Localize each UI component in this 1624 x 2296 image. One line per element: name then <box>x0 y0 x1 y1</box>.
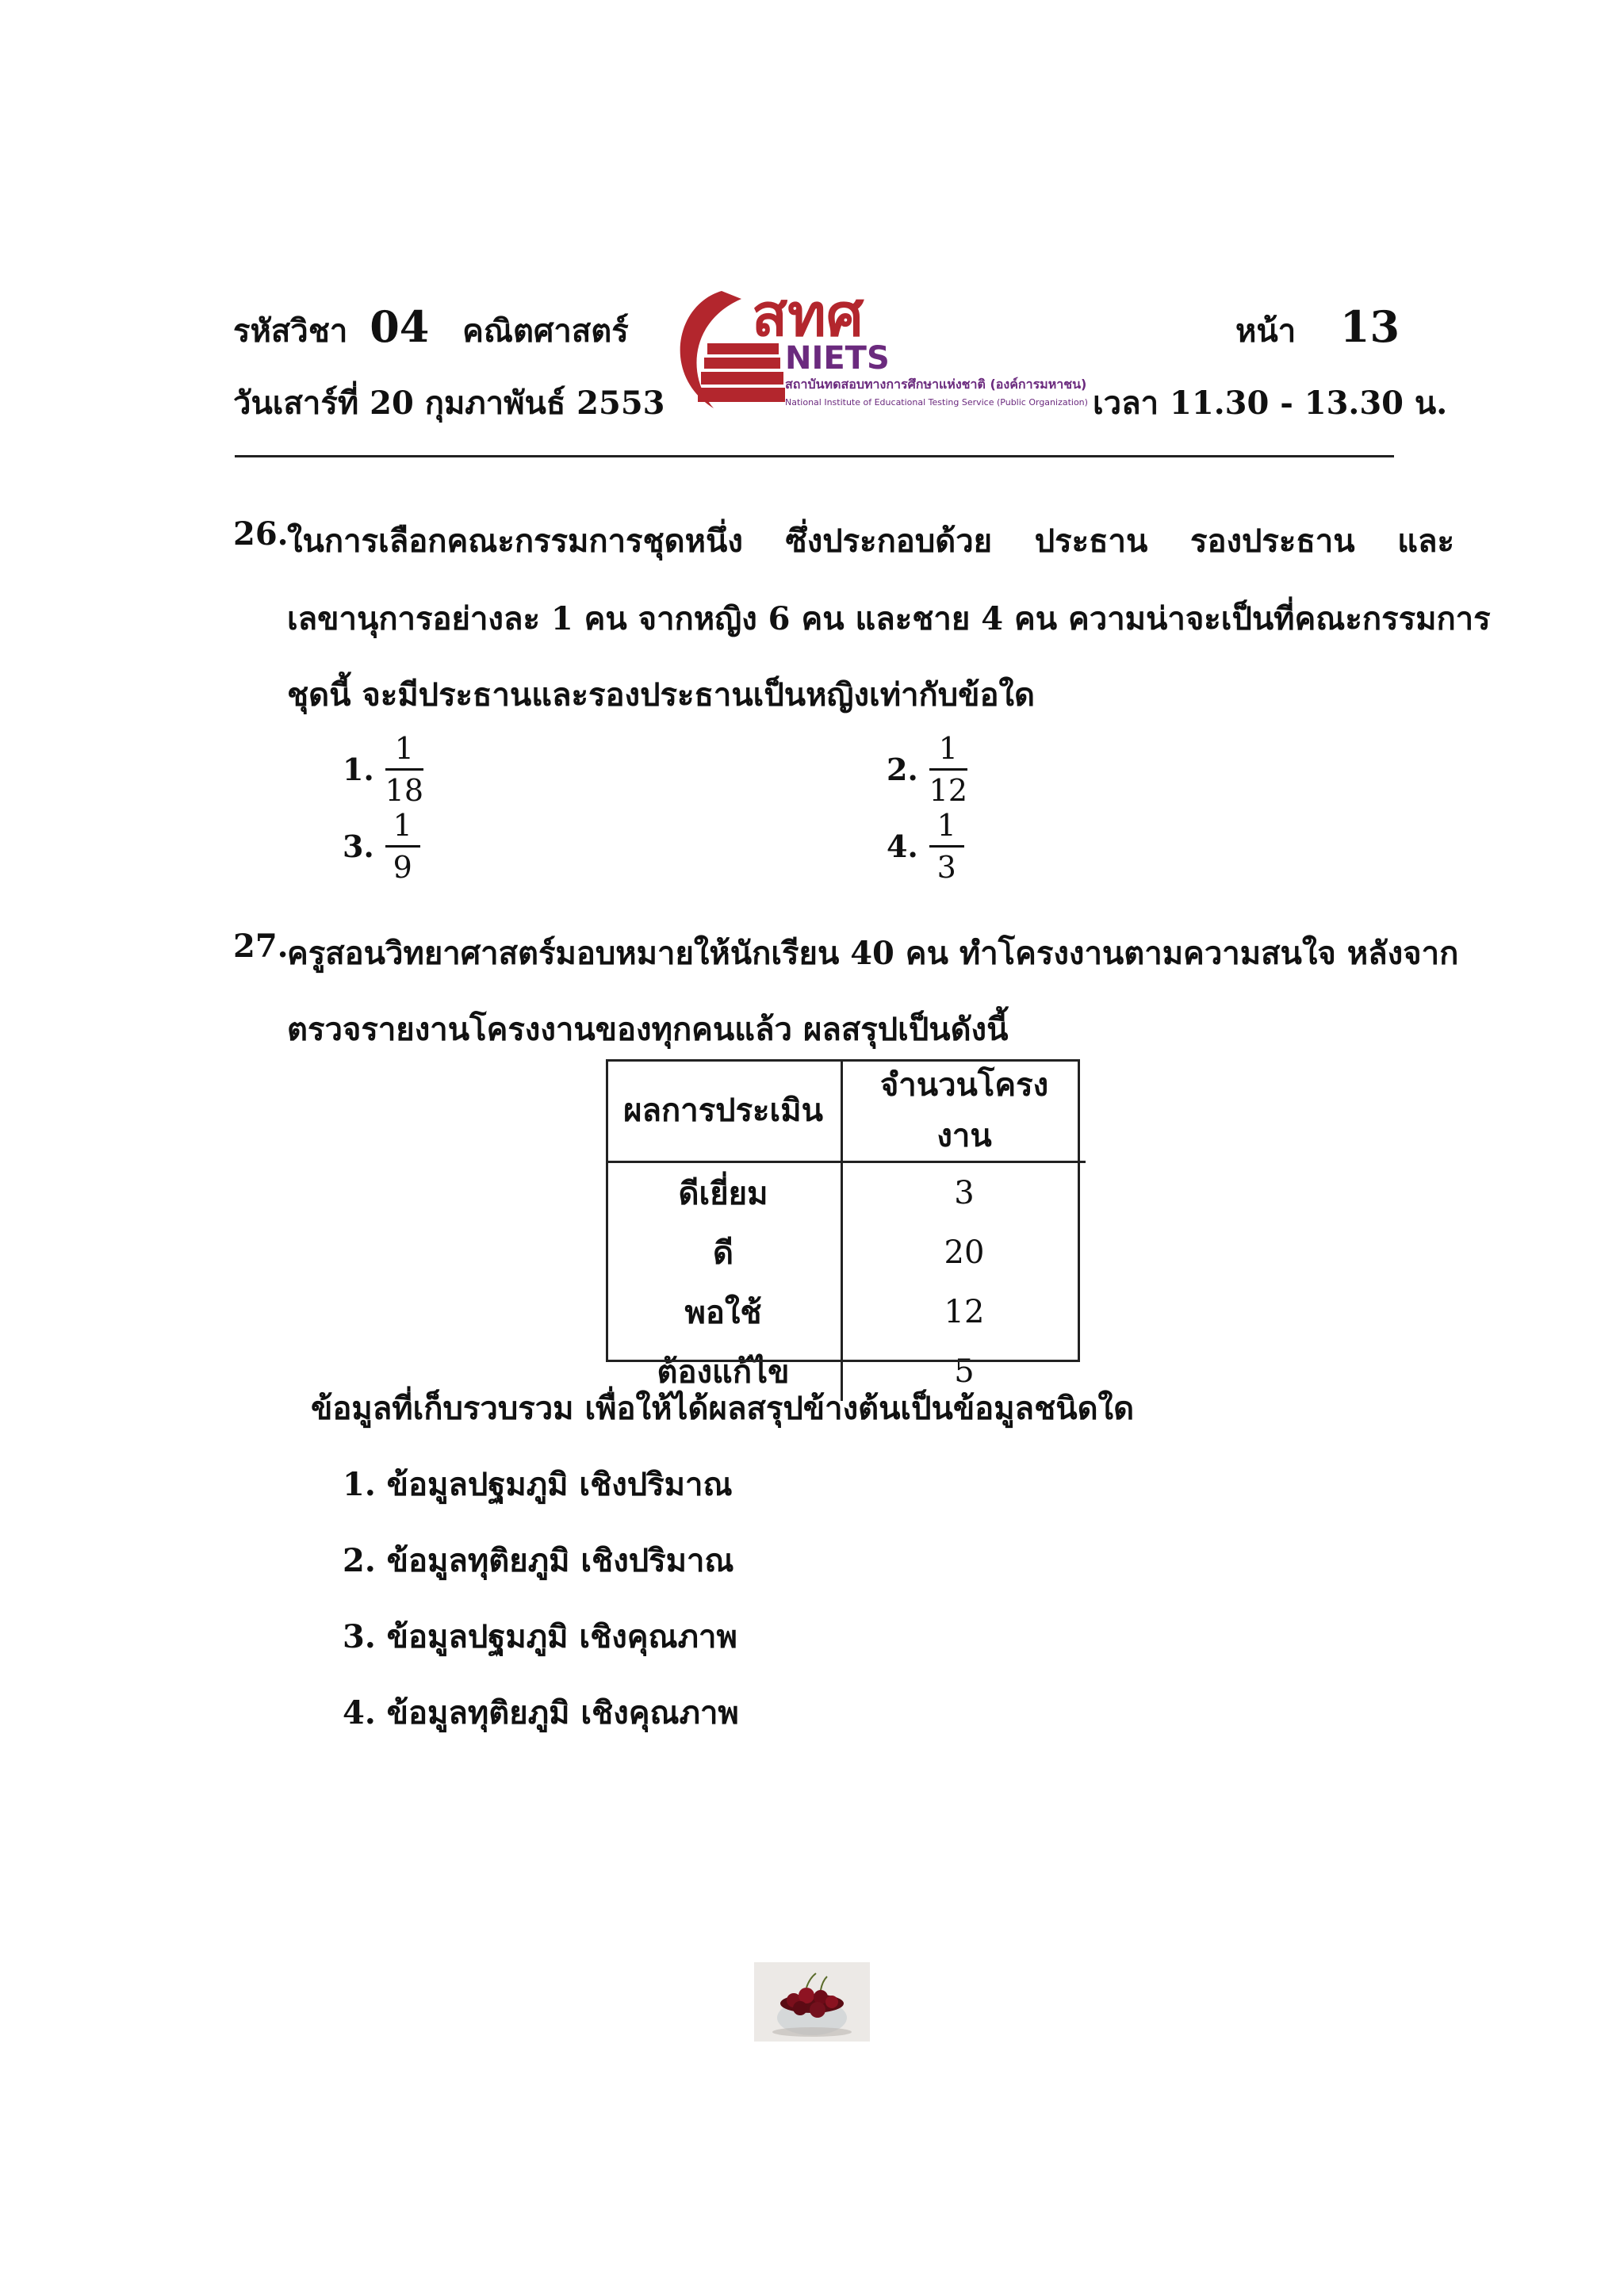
table-header: ผลการประเมิน <box>606 1059 842 1162</box>
fraction-bar <box>385 845 420 848</box>
fraction-bar <box>929 845 964 848</box>
q27-choice-3: 3. ข้อมูลปฐมภูมิ เชิงคุณภาพ <box>343 1618 737 1655</box>
choice-label: 1. <box>343 752 374 787</box>
fraction <box>385 729 423 809</box>
numerator: 1 <box>938 731 958 766</box>
q26-word: ซึ่งประกอบด้วย <box>785 522 993 560</box>
subject-code-label: รหัสวิชา <box>233 312 348 350</box>
q27-line2: ตรวจรายงานโครงงานของทุกคนแล้ว ผลสรุปเป็นดังนี้ <box>287 1011 1009 1048</box>
fraction <box>929 729 967 809</box>
table-cell: ดีเยี่ยม <box>606 1162 842 1223</box>
q27-number: 27. <box>233 928 289 965</box>
logo-abbr: NIETS <box>785 340 890 377</box>
fraction <box>929 806 964 886</box>
page-number-line <box>1235 301 1400 356</box>
q26-word: รองประธาน <box>1189 522 1355 560</box>
q26-line3: ชุดนี้ จะมีประธานและรองประธานเป็นหญิงเท่ากับข้อใด <box>287 676 1036 714</box>
table-header: จำนวนโครงงาน <box>842 1059 1086 1162</box>
table-row <box>606 1282 1086 1341</box>
choice-label: 2. <box>887 752 918 787</box>
niets-logo <box>666 281 1094 420</box>
q27-choice-2: 2. ข้อมูลทุติยภูมิ เชิงปริมาณ <box>343 1542 734 1579</box>
denominator: 3 <box>936 850 956 885</box>
table-cell: 3 <box>954 1174 975 1211</box>
header-divider <box>235 455 1394 457</box>
table-cell: ดี <box>606 1223 842 1282</box>
q27-question: ข้อมูลที่เก็บรวบรวม เพื่อให้ได้ผลสรุปข้างต้นเป็นข้อมูลชนิดใด <box>311 1390 1135 1427</box>
q26-choice-2 <box>887 729 967 809</box>
subject-code: 04 <box>370 301 430 352</box>
choice-label: 4. <box>887 828 918 864</box>
q26-choice-1 <box>343 729 423 809</box>
q26-number: 26. <box>233 515 289 553</box>
denominator: 9 <box>393 850 412 885</box>
table-cell: 5 <box>954 1353 975 1390</box>
denominator: 12 <box>929 773 968 808</box>
numerator: 1 <box>394 731 414 766</box>
q27-choice-4: 4. ข้อมูลทุติยภูมิ เชิงคุณภาพ <box>343 1694 739 1732</box>
q26-choice-3 <box>343 806 420 886</box>
q26-line2: เลขานุการอย่างละ 1 คน จากหญิง 6 คน และชาย 4 คน ความน่าจะเป็นที่คณะกรรมการ <box>287 600 1491 637</box>
table-row <box>606 1162 1086 1223</box>
choice-label: 3. <box>343 828 374 864</box>
exam-time: เวลา 11.30 - 13.30 น. <box>1093 385 1448 422</box>
logo-thai-text: สทศ <box>752 281 864 350</box>
page-number: 13 <box>1339 301 1400 352</box>
numerator: 1 <box>936 808 956 843</box>
q27-line1: ครูสอนวิทยาศาสตร์มอบหมายให้นักเรียน 40 คน ทำโครงงานตามความสนใจ หลังจาก <box>287 935 1459 972</box>
page-label: หน้า <box>1235 312 1297 350</box>
table-cell: 12 <box>944 1293 985 1330</box>
fraction <box>385 806 420 886</box>
q26-word: และ <box>1397 522 1454 560</box>
fraction-bar <box>929 768 967 771</box>
q26-line1 <box>287 515 1454 566</box>
exam-date: วันเสาร์ที่ 20 กุมภาพันธ์ 2553 <box>233 385 665 422</box>
q26-choice-4 <box>887 806 964 886</box>
subject-name: คณิตศาสตร์ <box>462 312 629 350</box>
fraction-bar <box>385 768 423 771</box>
niets-logo-graphic <box>666 281 1094 420</box>
cherries-bowl-image <box>754 1962 870 2042</box>
q26-word: ประธาน <box>1034 522 1148 560</box>
table-cell: พอใช้ <box>606 1282 842 1341</box>
numerator: 1 <box>393 808 412 843</box>
results-table <box>606 1059 1086 1401</box>
denominator: 18 <box>385 773 424 808</box>
table-row <box>606 1223 1086 1282</box>
table-header-row <box>606 1059 1086 1162</box>
table-cell: ต้องแก้ไข <box>606 1341 842 1401</box>
table-cell: 20 <box>944 1234 985 1271</box>
logo-thai-name: สถาบันทดสอบทางการศึกษาแห่งชาติ (องค์การมหาชน) <box>785 377 1087 392</box>
q27-choice-1: 1. ข้อมูลปฐมภูมิ เชิงปริมาณ <box>343 1466 733 1503</box>
subject-code-line <box>233 301 629 356</box>
logo-english-name: National Institute of Educational Testing Service (Public Organization) <box>785 397 1088 408</box>
q26-word: ในการเลือกคณะกรรมการชุดหนึ่ง <box>287 522 743 560</box>
